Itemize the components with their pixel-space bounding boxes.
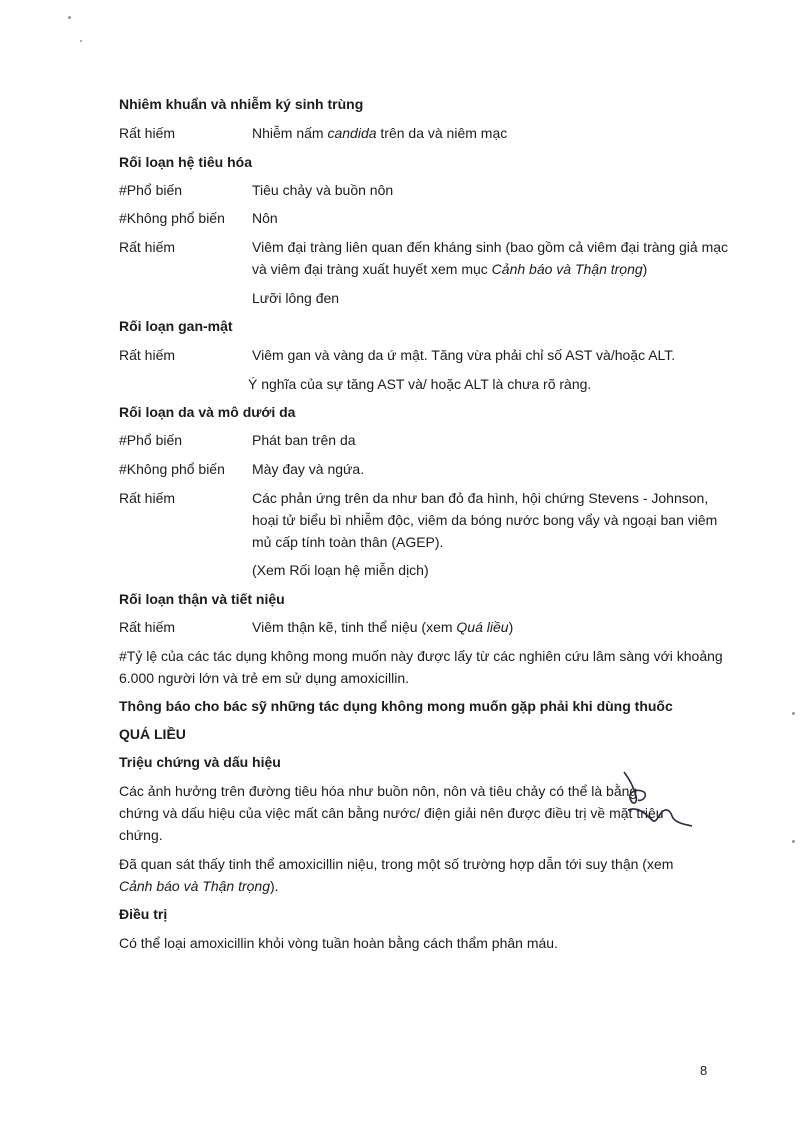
- overdose-heading: QUÁ LIỀU: [119, 726, 186, 742]
- paragraph-line: Đã quan sát thấy tinh thể amoxicillin niệu, trong một số trường hợp dẫn tới suy thận (xem: [119, 856, 674, 872]
- handwritten-signature: [608, 766, 708, 830]
- paragraph-line: chứng.: [119, 827, 163, 843]
- footnote-line: 6.000 người lớn và trẻ em sử dụng amoxicillin.: [119, 670, 410, 686]
- paragraph-line: Có thể loại amoxicillin khỏi vòng tuần hoàn bằng cách thẩm phân máu.: [119, 935, 558, 951]
- effect-text: Nôn: [252, 210, 278, 226]
- frequency-label: Rất hiếm: [119, 619, 176, 635]
- scan-speck: [68, 16, 71, 19]
- effect-text: Nhiễm nấm candida trên da và niêm mạc: [252, 125, 508, 141]
- effect-text: Phát ban trên da: [252, 432, 356, 448]
- effect-text: mủ cấp tính toàn thân (AGEP).: [252, 534, 444, 550]
- effect-text: Tiêu chảy và buồn nôn: [252, 182, 394, 198]
- effect-text: Viêm thận kẽ, tinh thể niệu (xem Quá liều): [252, 619, 514, 635]
- section-heading-skin: Rối loạn da và mô dưới da: [119, 404, 296, 420]
- frequency-label: Rất hiếm: [119, 490, 176, 506]
- paragraph-line: Cảnh báo và Thận trọng).: [119, 878, 279, 894]
- frequency-label: Rất hiếm: [119, 125, 176, 141]
- symptoms-heading: Triệu chứng và dấu hiệu: [119, 754, 281, 770]
- effect-text: Viêm gan và vàng da ứ mật. Tăng vừa phải chỉ số AST và/hoặc ALT.: [252, 347, 676, 363]
- frequency-label: Rất hiếm: [119, 347, 176, 363]
- treatment-heading: Điều trị: [119, 906, 168, 922]
- section-heading-gi: Rối loạn hệ tiêu hóa: [119, 154, 253, 170]
- frequency-label: #Không phổ biến: [119, 461, 225, 477]
- effect-text: Mày đay và ngứa.: [252, 461, 365, 477]
- scan-speck: [792, 712, 795, 715]
- paragraph-line: chứng và dấu hiệu của việc mất cân bằng nước/ điện giải nên được điều trị về mặt triệu: [119, 805, 664, 821]
- section-heading-renal: Rối loạn thận và tiết niệu: [119, 591, 285, 607]
- frequency-label: #Không phổ biến: [119, 210, 225, 226]
- scan-speck: [792, 840, 795, 843]
- effect-text: Ý nghĩa của sự tăng AST và/ hoặc ALT là chưa rõ ràng.: [248, 376, 592, 392]
- scan-speck: [80, 40, 82, 42]
- paragraph-line: Các ảnh hưởng trên đường tiêu hóa như buồn nôn, nôn và tiêu chảy có thể là bằng: [119, 783, 638, 799]
- effect-text: và viêm đại tràng xuất huyết xem mục Cảnh báo và Thận trọng): [252, 261, 648, 277]
- frequency-label: Rất hiếm: [119, 239, 176, 255]
- section-heading-liver: Rối loạn gan-mật: [119, 318, 233, 334]
- effect-text: (Xem Rối loạn hệ miễn dịch): [252, 562, 429, 578]
- page-number: 8: [700, 1063, 708, 1078]
- frequency-label: #Phổ biến: [119, 432, 183, 448]
- notice-heading: Thông báo cho bác sỹ những tác dụng không mong muốn gặp phải khi dùng thuốc: [119, 698, 673, 714]
- effect-text: Các phản ứng trên da như ban đỏ đa hình, hội chứng Stevens - Johnson,: [252, 490, 709, 506]
- effect-text: hoại tử biểu bì nhiễm độc, viêm da bóng nước bong vẩy và ngoại ban viêm: [252, 512, 718, 528]
- frequency-label: #Phổ biến: [119, 182, 183, 198]
- footnote-line: #Tỷ lệ của các tác dụng không mong muốn này được lấy từ các nghiên cứu lâm sàng với khoảng: [119, 648, 723, 664]
- section-heading-infections: Nhiêm khuẩn và nhiễm ký sinh trùng: [119, 96, 364, 112]
- effect-text: Viêm đại tràng liên quan đến kháng sinh (bao gồm cả viêm đại tràng giả mạc: [252, 239, 729, 255]
- effect-text: Lưỡi lông đen: [252, 290, 340, 306]
